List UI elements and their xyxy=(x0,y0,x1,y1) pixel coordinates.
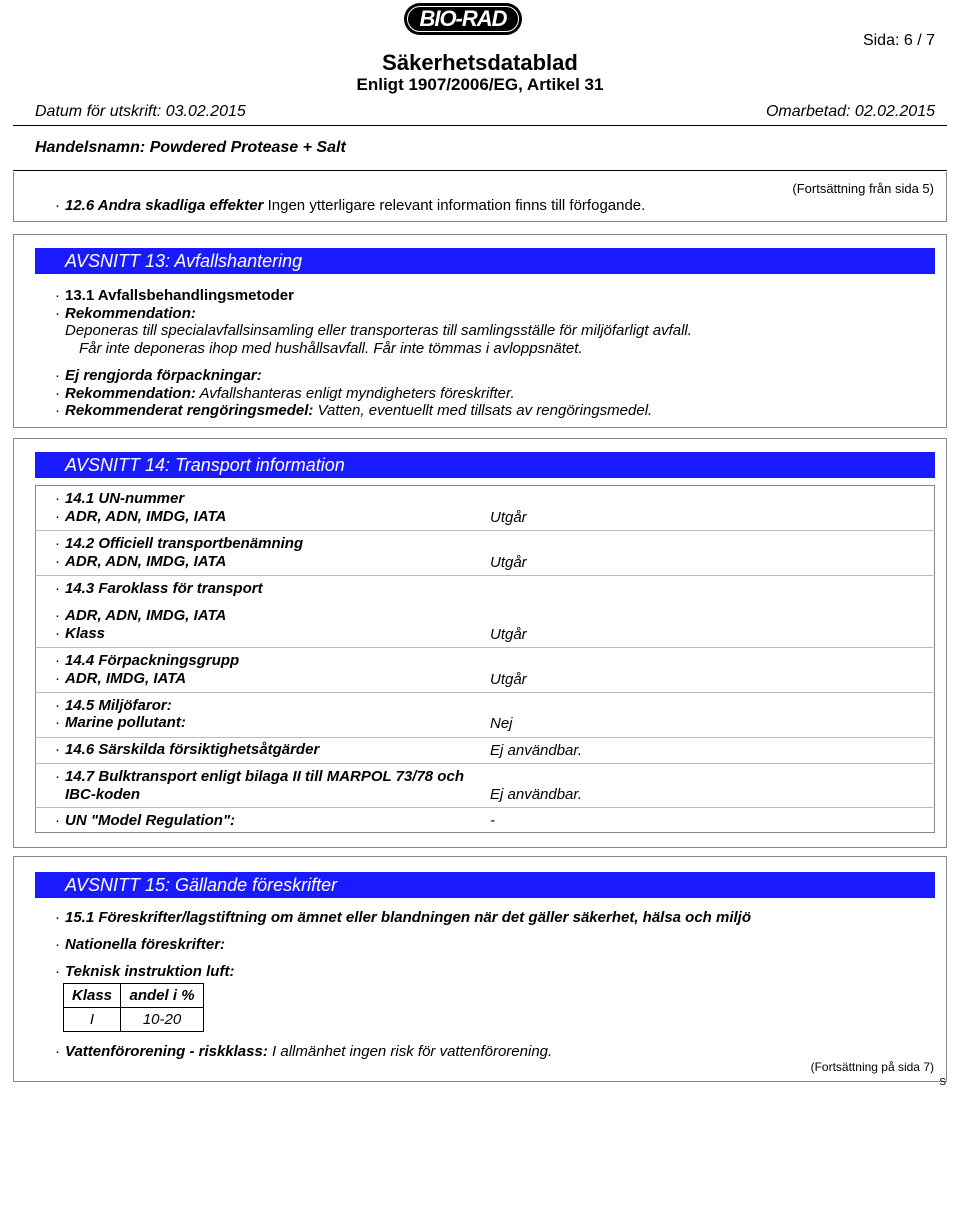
s14-pg-heading: 14.4 Förpackningsgrupp xyxy=(65,652,240,669)
trade-name: Handelsnamn: Powdered Protease + Salt xyxy=(35,139,346,156)
row-divider xyxy=(35,575,935,576)
s14-pg-label: ADR, IMDG, IATA xyxy=(65,670,187,687)
bullet: · xyxy=(55,936,60,953)
bullet: · xyxy=(55,385,60,402)
continued-from: (Fortsättning från sida 5) xyxy=(792,181,934,196)
s15-national: Nationella föreskrifter: xyxy=(65,936,226,953)
bullet: · xyxy=(55,909,60,926)
bullet: · xyxy=(55,670,60,687)
bullet: · xyxy=(55,1043,60,1060)
s14-special-label: 14.6 Särskilda försiktighetsåtgärder xyxy=(65,741,320,758)
section-15-title: AVSNITT 15: Gällande föreskrifter xyxy=(35,872,935,898)
s14-class-label: ADR, ADN, IMDG, IATA xyxy=(65,607,227,624)
footer-mark: S xyxy=(939,1077,946,1088)
table-row xyxy=(64,984,204,1008)
s15-tech: Teknisk instruktion luft: xyxy=(65,963,235,980)
bullet: · xyxy=(55,287,60,304)
s15-heading: 15.1 Föreskrifter/lagstiftning om ämnet eller blandningen när det gäller säkerhet, hälsa och miljö xyxy=(65,909,752,926)
bullet: · xyxy=(55,580,60,597)
s14-model-label: UN "Model Regulation": xyxy=(65,812,236,829)
s14-un-value: Utgår xyxy=(490,509,527,526)
row-divider xyxy=(35,647,935,648)
table-header-cell: andel i % xyxy=(121,984,204,1008)
bullet: · xyxy=(55,535,60,552)
s12-line xyxy=(65,197,645,214)
s14-env-label: Marine pollutant: xyxy=(65,714,186,731)
s14-env-value: Nej xyxy=(490,715,513,732)
bullet: · xyxy=(55,625,60,642)
logo-border xyxy=(407,6,519,32)
section-14-title: AVSNITT 14: Transport information xyxy=(35,452,935,478)
section-13-title: AVSNITT 13: Avfallshantering xyxy=(35,248,935,274)
bullet: · xyxy=(55,607,60,624)
bullet: · xyxy=(55,697,60,714)
row-divider xyxy=(35,530,935,531)
s13-rec-label: Rekommendation: xyxy=(65,305,196,322)
bullet: · xyxy=(55,812,60,829)
s12-bullet: · xyxy=(55,197,60,214)
document-title: Säkerhetsdatablad xyxy=(382,50,578,75)
s15-water xyxy=(65,1043,552,1060)
s14-ship-value: Utgår xyxy=(490,554,527,571)
bullet: · xyxy=(55,714,60,731)
s14-env-heading: 14.5 Miljöfaror: xyxy=(65,697,172,714)
s14-class-value: Utgår xyxy=(490,626,527,643)
revision-date: Omarbetad: 02.02.2015 xyxy=(765,103,935,120)
s13-rec-line2: Får inte deponeras ihop med hushållsavfall. Får inte tömmas i avloppsnätet. xyxy=(79,340,583,357)
row-divider xyxy=(35,763,935,764)
s13-rec-line1: Deponeras till specialavfallsinsamling eller transporteras till samlingsställe för miljöfarligt avfall. xyxy=(65,322,692,339)
bullet: · xyxy=(55,963,60,980)
table-row xyxy=(64,1008,204,1032)
row-divider xyxy=(35,737,935,738)
print-date: Datum för utskrift: 03.02.2015 xyxy=(35,103,246,120)
s13-pack-label: Ej rengjorda förpackningar: xyxy=(65,367,262,384)
bullet: · xyxy=(55,652,60,669)
s14-bulk-label-1: 14.7 Bulktransport enligt bilaga II till MARPOL 73/78 och xyxy=(65,768,464,785)
bullet: · xyxy=(55,305,60,322)
bullet: · xyxy=(55,741,60,758)
bullet: · xyxy=(55,768,60,785)
s15-water-text: I allmänhet ingen risk för vattenförorening. xyxy=(272,1043,553,1060)
s13-pack-rec-label: Rekommendation: xyxy=(65,385,196,402)
s14-bulk-label-2: IBC-koden xyxy=(65,786,140,803)
bullet: · xyxy=(55,367,60,384)
row-divider xyxy=(35,807,935,808)
s14-ship-heading: 14.2 Officiell transportbenämning xyxy=(65,535,304,552)
s14-ship-label: ADR, ADN, IMDG, IATA xyxy=(65,553,227,570)
logo-text: BIO-RAD xyxy=(419,6,507,31)
header-divider xyxy=(13,125,947,126)
page-number: Sida: 6 / 7 xyxy=(862,32,935,49)
s13-clean-label: Rekommenderat rengöringsmedel: xyxy=(65,402,314,419)
table-cell: 10-20 xyxy=(121,1008,204,1032)
bullet: · xyxy=(55,490,60,507)
row-divider xyxy=(35,692,935,693)
s13-heading: 13.1 Avfallsbehandlingsmetoder xyxy=(65,287,294,304)
s14-special-value: Ej användbar. xyxy=(490,742,583,759)
document-subtitle: Enligt 1907/2006/EG, Artikel 31 xyxy=(356,75,604,94)
trade-divider xyxy=(13,170,947,171)
bio-rad-logo xyxy=(404,3,522,35)
s14-class-key: Klass xyxy=(65,625,106,642)
bullet: · xyxy=(55,553,60,570)
s14-pg-value: Utgår xyxy=(490,671,527,688)
s14-bulk-value: Ej användbar. xyxy=(490,786,583,803)
table-header-cell: Klass xyxy=(64,984,121,1008)
s15-water-label: Vattenförorening - riskklass: xyxy=(65,1043,268,1060)
s13-clean-text: Vatten, eventuellt med tillsats av rengöringsmedel. xyxy=(317,402,653,419)
table-cell: I xyxy=(64,1008,121,1032)
bullet: · xyxy=(55,508,60,525)
s14-un-heading: 14.1 UN-nummer xyxy=(65,490,185,507)
bullet: · xyxy=(55,402,60,419)
s14-un-label: ADR, ADN, IMDG, IATA xyxy=(65,508,227,525)
s13-pack-rec xyxy=(65,385,515,402)
s12-text: Ingen ytterligare relevant information finns till förfogande. xyxy=(267,197,646,214)
s13-clean xyxy=(65,402,652,419)
continued-to: (Fortsättning på sida 7) xyxy=(810,1060,934,1074)
s13-pack-rec-text: Avfallshanteras enligt myndigheters föreskrifter. xyxy=(199,385,515,402)
s14-class-heading: 14.3 Faroklass för transport xyxy=(65,580,263,597)
air-class-table xyxy=(63,983,204,1032)
s14-model-value: - xyxy=(490,812,495,829)
s12-label: 12.6 Andra skadliga effekter xyxy=(65,197,264,214)
